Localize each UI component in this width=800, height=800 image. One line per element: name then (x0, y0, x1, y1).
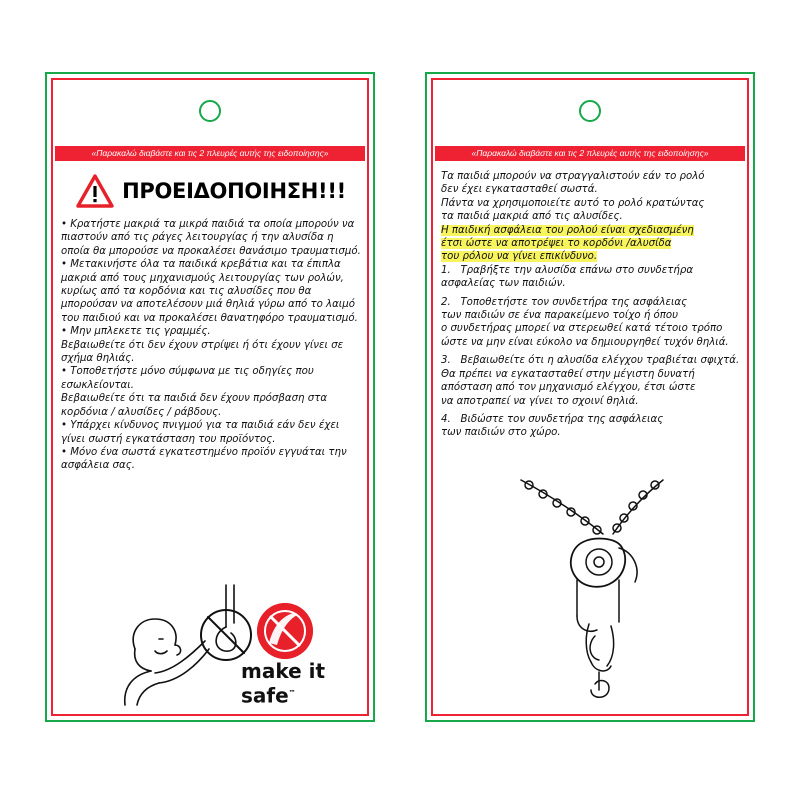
right-banner: «Παρακαλώ διαβάστε και τις 2 πλευρές αυτής της ειδοποίησης» (435, 146, 745, 161)
highlight-text: του ρόλου να γίνει επικίνδυνο. (441, 251, 598, 263)
step-line (441, 296, 741, 309)
highlighted-line (441, 250, 741, 263)
step-number: 1. (441, 264, 451, 276)
list-item: • Κρατήστε μακριά τα μικρά παιδιά τα οποία μπορούν να πιαστούν από τις ράγες λειτουργίας ή την αλυσίδα η οποία θα μπορούσε να προκαλέσει θανάσιμο τραυματισμό. (61, 218, 361, 258)
right-warning-tag (425, 72, 755, 722)
punch-hole-icon (579, 100, 601, 122)
step-text: Βεβαιωθείτε ότι η αλυσίδα ελέγχου τραβιέται σφιχτά. (460, 355, 740, 367)
warning-heading (61, 174, 361, 208)
list-item: • Μόνο ένα σωστά εγκατεστημένο προϊόν εγγυάται την ασφάλεια σας. (61, 446, 361, 473)
trademark-symbol: ™ (288, 689, 296, 698)
list-item: • Τοποθετήστε μόνο σύμφωνα με τις οδηγίες που εσωκλείονται. (61, 365, 361, 392)
child-cord-hazard-badge (257, 603, 313, 659)
step-line (441, 413, 741, 426)
highlighted-line (441, 224, 741, 237)
logo-line-1: make it (241, 659, 326, 684)
step-line: ο συνδετήρας μπορεί να στερεωθεί κατά τέτοιο τρόπο (441, 323, 723, 335)
intro-line: Τα παιδιά μπορούν να στραγγαλιστούν εάν το ρολό (441, 171, 705, 182)
make-it-safe-logo (239, 603, 359, 706)
step-line: Θα πρέπει να εγκατασταθεί στην μέγιστη δυνατή (441, 368, 695, 380)
step-text: Βιδώστε τον συνδετήρα της ασφάλειας (460, 413, 664, 425)
step-line: των παιδιών σε ένα παρακείμενο τοίχο ή όπου (441, 310, 679, 322)
punch-hole-icon (199, 100, 221, 122)
intro-line: τα παιδιά μακριά από τις αλυσίδες. (441, 211, 623, 223)
right-tag-body (441, 170, 741, 440)
step-item (441, 413, 741, 440)
left-tag-body (61, 218, 361, 473)
highlighted-line (441, 237, 741, 250)
right-tag-content (441, 170, 741, 712)
logo-line-2 (241, 683, 359, 706)
step-line: απόσταση από τον μηχανισμό ελέγχου, έτσι ώστε (441, 382, 696, 394)
intro-line: δεν έχει εγκατασταθεί σωστά. (441, 184, 598, 196)
list-item: • Μετακινήστε όλα τα παιδικά κρεβάτια και τα έπιπλα μακριά από τους μηχανισμούς λειτουργίας των ρολών, κυρίως από τα κορδόνια και τις αλυσίδες που θα μπορούσαν να αποτελέσουν μιά θηλιά γύρω από το λαιμό του παιδιού και να προκαλέσει θανατηφόρο τραυματισμό. (61, 258, 361, 325)
warning-triangle-icon (76, 174, 114, 208)
left-warning-tag (45, 72, 375, 722)
step-line: να αποτραπεί να γίνει το σχοινί θηλιά. (441, 395, 639, 407)
step-line: ώστε να μην είναι εύκολο να δημιουργηθεί τυχόν θηλιά. (441, 336, 729, 348)
step-text: Τοποθετήστε τον συνδετήρα της ασφάλειας (460, 296, 688, 308)
left-tag-content (61, 170, 361, 712)
highlight-text: Η παιδική ασφάλεια του ρολού είναι σχεδιασμένη (441, 224, 694, 236)
step-line (441, 264, 741, 277)
step-item (441, 264, 741, 291)
logo-line-2-text: safe (241, 684, 289, 708)
page-title: ΠΡΟΕΙΔΟΠΟΙΗΣΗ!!! (122, 179, 346, 203)
note-line: Βεβαιωθείτε ότι δεν έχουν στρίψει ή ότι έχουν γίνει σε σχήμα θηλιάς. (61, 339, 344, 365)
list-item: • Υπάρχει κίνδυνος πνιγμού για τα παιδιά εάν δεν έχει γίνει σωστή εγκατάσταση του προϊόντος. (61, 419, 361, 446)
step-text: Τραβήξτε την αλυσίδα επάνω στο συνδετήρα (460, 264, 694, 276)
step-line (441, 354, 741, 367)
step-number: 2. (441, 296, 451, 308)
step-line: των παιδιών στο χώρο. (441, 427, 561, 439)
chain-safety-clip-diagram (491, 476, 691, 706)
highlight-text: έτσι ώστε να αποτρέψει το κορδόνι /αλυσίδα (441, 238, 672, 250)
step-item (441, 296, 741, 350)
step-item (441, 354, 741, 408)
left-banner: «Παρακαλώ διαβάστε και τις 2 πλευρές αυτής της ειδοποίησης» (55, 146, 365, 161)
intro-line: Πάντα να χρησιμοποιείτε αυτό το ρολό κρατώντας (441, 197, 705, 209)
step-line: ασφαλείας των παιδιών. (441, 278, 566, 290)
step-number: 4. (441, 413, 451, 425)
list-item: • Μην μπλεκετε τις γραμμές. (61, 325, 361, 338)
note-line: Βεβαιωθείτε ότι τα παιδιά δεν έχουν πρόσβαση στα κορδόνια / αλυσίδες / ράβδους. (61, 393, 328, 418)
step-number: 3. (441, 355, 451, 367)
